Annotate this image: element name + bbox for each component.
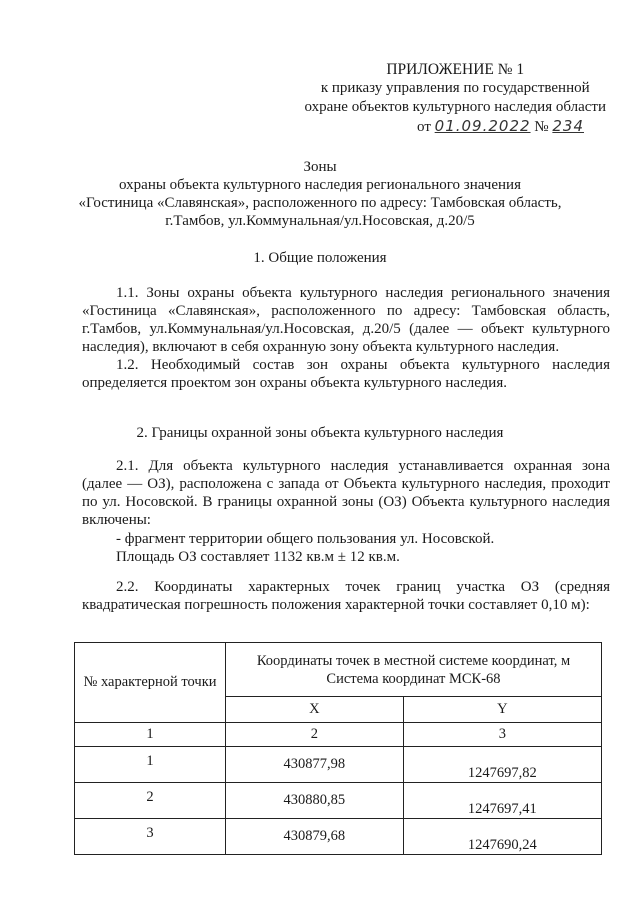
- y-header: Y: [403, 697, 601, 723]
- index-cell: 1: [75, 723, 226, 747]
- table-row: [75, 747, 602, 783]
- section-1-heading: 1. Общие положения: [253, 250, 387, 266]
- x-coordinate: 430880,85: [226, 783, 404, 819]
- paragraph-1-1: 1.1. Зоны охраны объекта культурного наследия регионального значения «Гостиница «Славянская», расположенного по адресу: Тамбовская область, г.Тамбов, ул.Коммунальная/ул.Носовская, д.20/5 (далее — объект культурного наследия), включают в себя охранную зону объекта культурного наследия.: [82, 285, 610, 355]
- order-line-1: к приказу управления по государственной: [320, 80, 590, 96]
- y-coordinate: 1247697,41: [403, 783, 601, 819]
- title-line-2: охраны объекта культурного наследия регионального значения: [119, 177, 521, 193]
- coords-system-header: Координаты точек в местной системе координат, м Система координат МСК-68: [226, 643, 602, 697]
- x-coordinate: 430877,98: [226, 747, 404, 783]
- section-2-heading: 2. Границы охранной зоны объекта культурного наследия: [136, 425, 504, 441]
- paragraph-2-2: 2.2. Координаты характерных точек границ участка ОЗ (средняя квадратическая погрешность положения характерной точки составляет 0,10 м):: [82, 579, 610, 613]
- x-coordinate: 430879,68: [226, 819, 404, 855]
- index-row: [75, 723, 602, 747]
- number-prefix: №: [534, 119, 549, 135]
- y-coordinate: 1247690,24: [403, 819, 601, 855]
- point-number-header: № характерной точки: [75, 643, 226, 723]
- paragraph-1-2: 1.2. Необходимый состав зон охраны объекта культурного наследия определяется проектом зон охраны объекта культурного наследия.: [82, 357, 610, 391]
- y-coordinate: 1247697,82: [403, 747, 601, 783]
- x-header: X: [226, 697, 404, 723]
- table-header-row: [75, 643, 602, 697]
- index-cell: 2: [226, 723, 404, 747]
- index-cell: 3: [403, 723, 601, 747]
- document-title: [40, 158, 600, 230]
- order-line-2: охране объектов культурного наследия области: [304, 99, 606, 115]
- title-line-3: «Гостиница «Славянская», расположенного по адресу: Тамбовская область,: [78, 195, 562, 211]
- point-number: 1: [75, 747, 226, 783]
- date-prefix: от: [417, 119, 431, 135]
- coordinates-table: [74, 642, 602, 855]
- appendix-title: ПРИЛОЖЕНИЕ № 1: [386, 61, 525, 78]
- table-row: [75, 819, 602, 855]
- table-row: [75, 783, 602, 819]
- bullet-item: - фрагмент территории общего пользования ул. Носовской.: [116, 531, 495, 547]
- paragraph-2-1: 2.1. Для объекта культурного наследия устанавливается охранная зона (далее — ОЗ), расположена с запада от Объекта культурного наследия, проходит по ул. Носовской. В границы охранной зоны (ОЗ) Объекта культурного наследия включены:: [82, 458, 610, 528]
- area-statement: Площадь ОЗ составляет 1132 кв.м ± 12 кв.м.: [116, 549, 400, 565]
- title-line-4: г.Тамбов, ул.Коммунальная/ул.Носовская, д.20/5: [165, 213, 475, 229]
- appendix-header: [305, 60, 607, 137]
- point-number: 2: [75, 783, 226, 819]
- handwritten-date: 01.09.2022: [434, 117, 531, 135]
- order-date-line: [305, 117, 607, 137]
- point-number: 3: [75, 819, 226, 855]
- title-line-1: Зоны: [303, 159, 337, 175]
- handwritten-number: 234: [552, 117, 584, 135]
